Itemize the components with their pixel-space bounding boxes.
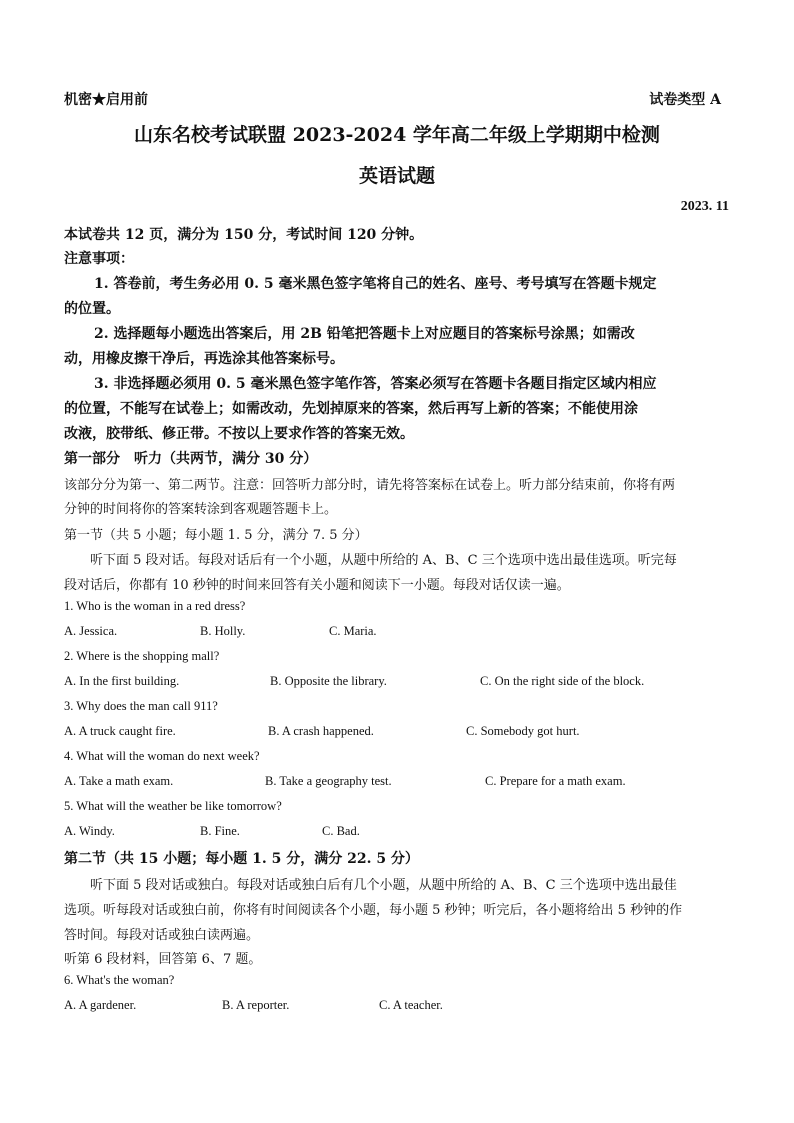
part1-heading: 第一部分 听力（共两节，满分 30 分） — [64, 451, 318, 467]
section1-instructions: 听下面 5 段对话。每段对话后有一个小题，从题中所给的 A、B、C 三个选项中选出最佳选项。听完每 — [90, 553, 677, 568]
question-4-option-a: A. Take a math exam. — [64, 774, 174, 788]
notice-item-2: 2. 选择题每小题选出答案后，用 2B 铅笔把答题卡上对应题目的答案标号涂黑；如需改 — [94, 326, 635, 342]
section1-heading: 第一节（共 5 小题；每小题 1. 5 分，满分 7. 5 分） — [64, 528, 368, 543]
question-2-option-a: A. In the first building. — [64, 674, 180, 688]
notice-item-1-cont: 的位置。 — [64, 301, 120, 317]
part1-intro: 该部分分为第一、第二两节。注意：回答听力部分时，请先将答案标在试卷上。听力部分结束前，你将有两 — [64, 478, 676, 493]
question-6-option-b: B. A reporter. — [222, 998, 290, 1012]
exam-subject: 英语试题 — [358, 165, 435, 187]
exam-summary: 本试卷共 12 页，满分为 150 分，考试时间 120 分钟。 — [64, 227, 424, 243]
question-3-option-c: C. Somebody got hurt. — [466, 724, 580, 738]
section2-heading: 第二节（共 15 小题；每小题 1. 5 分，满分 22. 5 分） — [64, 851, 419, 867]
material-6-note: 听第 6 段材料，回答第 6、7 题。 — [64, 952, 262, 967]
question-5-stem: 5. What will the weather be like tomorrow? — [64, 799, 282, 813]
notice-heading: 注意事项： — [64, 251, 134, 267]
question-1-option-c: C. Maria. — [329, 624, 377, 638]
paper-type-label: 试卷类型 A — [649, 92, 721, 108]
question-6-stem: 6. What's the woman? — [64, 973, 175, 987]
question-2-option-b: B. Opposite the library. — [270, 674, 387, 688]
exam-date: 2023. 11 — [680, 199, 729, 214]
question-1-stem: 1. Who is the woman in a red dress? — [64, 599, 246, 613]
notice-item-3-cont: 的位置，不能写在试卷上；如需改动，先划掉原来的答案，然后再写上新的答案；不能使用涂 — [64, 401, 638, 417]
question-4-option-b: B. Take a geography test. — [265, 774, 392, 788]
question-3-option-b: B. A crash happened. — [268, 724, 374, 738]
question-1-option-a: A. Jessica. — [64, 624, 118, 638]
question-3-stem: 3. Why does the man call 911? — [64, 699, 218, 713]
notice-item-3-cont2: 改液，胶带纸、修正带。不按以上要求作答的答案无效。 — [64, 426, 414, 442]
section1-instructions-cont: 段对话后，你都有 10 秒钟的时间来回答有关小题和阅读下一小题。每段对话仅读一遍。 — [64, 578, 570, 593]
question-5-option-a: A. Windy. — [64, 824, 115, 838]
question-5-option-c: C. Bad. — [322, 824, 360, 838]
section2-instructions-cont2: 答时间。每段对话或独白读两遍。 — [64, 928, 260, 943]
part1-intro-cont: 分钟的时间将你的答案转涂到客观题答题卡上。 — [64, 502, 338, 517]
question-4-stem: 4. What will the woman do next week? — [64, 749, 260, 763]
question-2-stem: 2. Where is the shopping mall? — [64, 649, 220, 663]
section2-instructions-cont: 选项。听每段对话或独白前，你将有时间阅读各个小题，每小题 5 秒钟；听完后，各小题将给出 5 秒钟的作 — [64, 903, 683, 918]
notice-item-2-cont: 动，用橡皮擦干净后，再选涂其他答案标号。 — [64, 351, 344, 367]
question-2-option-c: C. On the right side of the block. — [480, 674, 645, 688]
section2-instructions: 听下面 5 段对话或独白。每段对话或独白后有几个小题，从题中所给的 A、B、C 三个选项中选出最佳 — [90, 878, 677, 893]
notice-item-1: 1. 答卷前，考生务必用 0. 5 毫米黑色签字笔将自己的姓名、座号、考号填写在答题卡规定 — [94, 276, 657, 292]
question-1-option-b: B. Holly. — [200, 624, 246, 638]
question-5-option-b: B. Fine. — [200, 824, 240, 838]
question-6-option-a: A. A gardener. — [64, 998, 137, 1012]
question-6-option-c: C. A teacher. — [379, 998, 443, 1012]
notice-item-3: 3. 非选择题必须用 0. 5 毫米黑色签字笔作答，答案必须写在答题卡各题目指定区域内相应 — [94, 376, 657, 392]
question-4-option-c: C. Prepare for a math exam. — [485, 774, 626, 788]
question-3-option-a: A. A truck caught fire. — [64, 724, 176, 738]
confidential-label: 机密★启用前 — [64, 92, 148, 108]
exam-title: 山东名校考试联盟 2023-2024 学年高二年级上学期期中检测 — [134, 124, 660, 146]
